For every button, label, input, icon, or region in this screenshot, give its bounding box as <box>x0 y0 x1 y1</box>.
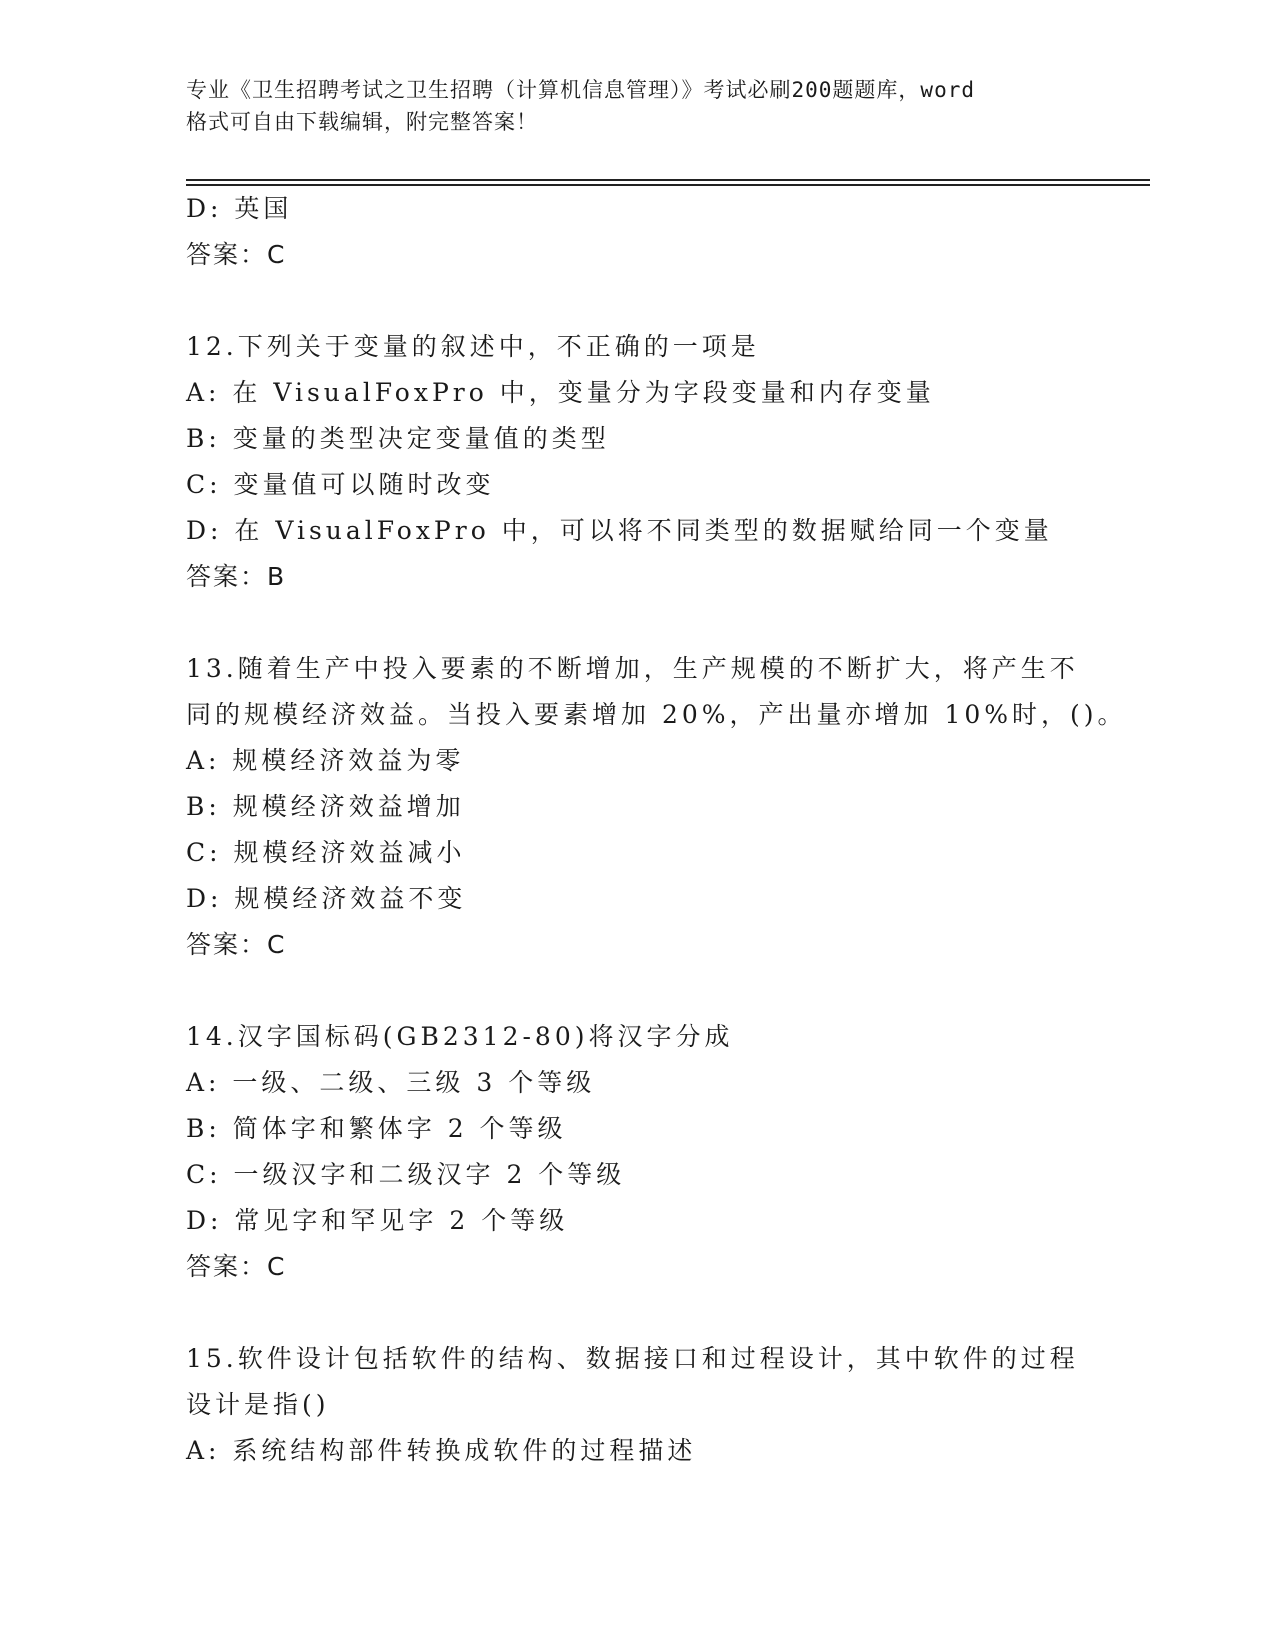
option-d: D: 规模经济效益不变 <box>186 884 467 913</box>
option-b: B: 变量的类型决定变量值的类型 <box>186 424 610 453</box>
spacer <box>186 600 1150 646</box>
option-a: A: 一级、二级、三级 3 个等级 <box>186 1068 596 1097</box>
document-header <box>186 74 1086 138</box>
spacer <box>186 1290 1150 1336</box>
spacer <box>186 278 1150 324</box>
option-a: A: 系统结构部件转换成软件的过程描述 <box>186 1436 697 1465</box>
question-text: 12.下列关于变量的叙述中，不正确的一项是 <box>186 332 760 361</box>
option-d: D: 英国 <box>186 194 293 223</box>
question-list <box>186 186 1150 1474</box>
option-d: D: 在 VisualFoxPro 中，可以将不同类型的数据赋给同一个变量 <box>186 516 1053 545</box>
option-a: A: 规模经济效益为零 <box>186 746 465 775</box>
option-d: D: 常见字和罕见字 2 个等级 <box>186 1206 569 1235</box>
question-14 <box>186 1014 1150 1290</box>
question-11 <box>186 186 1150 278</box>
option-c: C: 变量值可以随时改变 <box>186 470 495 499</box>
question-text-line-1: 13.随着生产中投入要素的不断增加，生产规模的不断扩大，将产生不 <box>186 654 1079 683</box>
header-divider-top <box>186 179 1150 181</box>
question-12 <box>186 324 1150 600</box>
header-line-2: 格式可自由下载编辑，附完整答案！ <box>186 110 538 134</box>
answer: 答案：C <box>186 930 287 959</box>
question-text-line-2: 同的规模经济效益。当投入要素增加 20%，产出量亦增加 10%时，()。 <box>186 700 1127 729</box>
question-text: 14.汉字国标码(GB2312-80)将汉字分成 <box>186 1022 734 1051</box>
answer: 答案：C <box>186 240 287 269</box>
option-c: C: 一级汉字和二级汉字 2 个等级 <box>186 1160 626 1189</box>
question-15 <box>186 1336 1150 1474</box>
header-line-1: 专业《卫生招聘考试之卫生招聘（计算机信息管理）》考试必刷200题题库，word <box>186 78 975 102</box>
question-text-line-2: 设计是指() <box>186 1390 330 1419</box>
answer: 答案：B <box>186 562 287 591</box>
option-b: B: 规模经济效益增加 <box>186 792 465 821</box>
spacer <box>186 968 1150 1014</box>
question-13 <box>186 646 1150 968</box>
option-c: C: 规模经济效益减小 <box>186 838 466 867</box>
option-b: B: 简体字和繁体字 2 个等级 <box>186 1114 567 1143</box>
answer: 答案：C <box>186 1252 287 1281</box>
question-text-line-1: 15.软件设计包括软件的结构、数据接口和过程设计，其中软件的过程 <box>186 1344 1079 1373</box>
option-a: A: 在 VisualFoxPro 中，变量分为字段变量和内存变量 <box>186 378 935 407</box>
